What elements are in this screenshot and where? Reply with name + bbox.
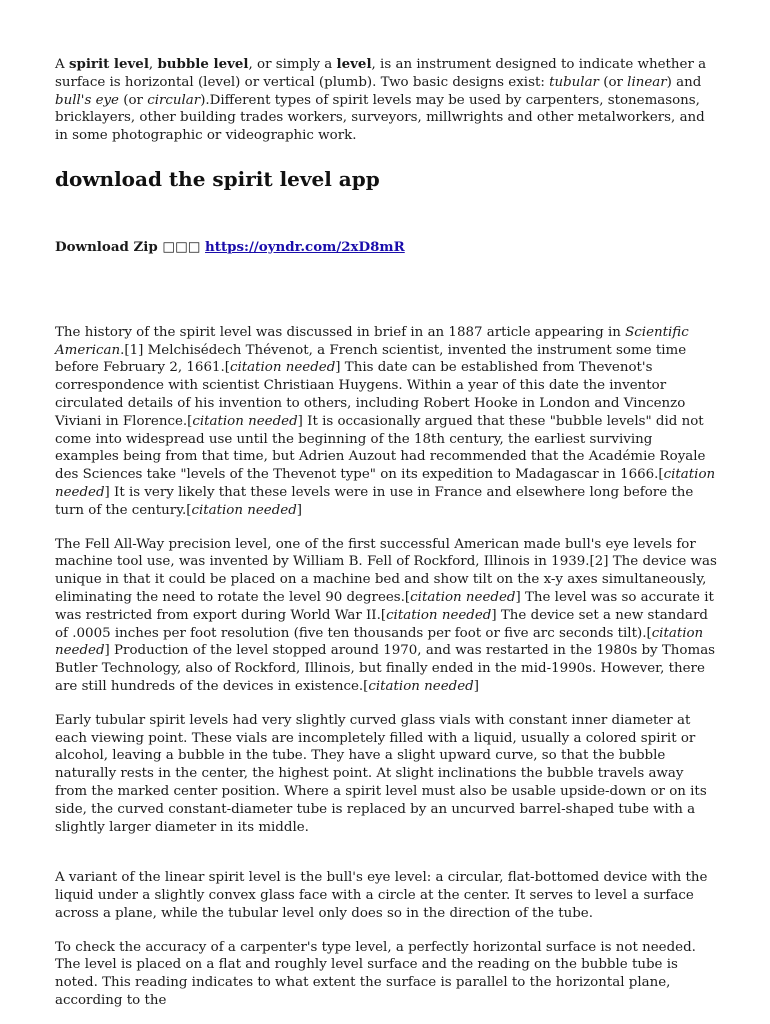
document-body [55, 56, 717, 1010]
accuracy-check-paragraph: To check the accuracy of a carpenter's type level, a perfectly horizontal surface is not needed. The level is placed on a flat and roughly level surface and the reading on the bubble tube is noted. This reading indicates to what extent the surface is parallel to the horizontal plane, according to the [55, 939, 696, 1009]
download-line [55, 239, 717, 257]
term-spirit-level: spirit level [68, 56, 149, 72]
history-paragraph: The history of the spirit level was discussed in brief in an 1887 article appearing in Scientific American.[1] Melchisédech Thévenot, a French scientist, invented the instrument some time before February 2, 1661.[citation needed] This date can be established from Thevenot's correspondence with scientist Christiaan Huygens. Within a year of this date the inventor circulated details of his invention to others, including Robert Hooke in London and Vincenzo Viviani in Florence.[citation needed] It is occasionally argued that these "bubble levels" did not come into widespread use until the beginning of the 18th century, the earliest surviving examples being from that time, but Adrien Auzout had recommended that the Académie Royale des Sciences take "levels of the Thevenot type" on its expedition to Madagascar in 1666.[citation needed] It is very likely that these levels were in use in France and elsewhere long before the turn of the century.[citation needed] [55, 324, 716, 518]
tubular-paragraph: Early tubular spirit levels had very slightly curved glass vials with constant inner diameter at each viewing point. These vials are incompletely filled with a liquid, usually a colored spirit or alcohol, leaving a bubble in the tube. They have a slight upward curve, so that the bubble naturally rests in the center, the highest point. At slight inclinations the bubble travels away from the marked center position. Where a spirit level must also be usable upside-down or on its side, the curved constant-diameter tube is replaced by an uncurved barrel-shaped tube with a slightly larger diameter in its middle. [55, 712, 707, 835]
download-link[interactable]: https://oyndr.com/2xD8mR [205, 238, 405, 255]
fell-paragraph: The Fell All-Way precision level, one of the first successful American made bull's eye levels for machine tool use, was invented by William B. Fell of Rockford, Illinois in 1939.[2] The device was unique in that it could be placed on a machine bed and show tilt on the x-y axes simultaneously, eliminating the need to rotate the level 90 degrees.[citation needed] The level was so accurate it was restricted from export during World War II.[citation needed] The device set a new standard of .0005 inches per foot resolution (five ten thousands per foot or five arc seconds tilt).[citation needed] Production of the level stopped around 1970, and was restarted in the 1980s by Thomas Butler Technology, also of Rockford, Illinois, but finally ended in the mid-1990s. However, there are still hundreds of the devices in existence.[citation needed] [55, 536, 717, 694]
page-heading: download the spirit level app [55, 166, 380, 191]
term-bubble-level: bubble level [157, 56, 249, 72]
intro-paragraph: A spirit level, bubble level, or simply a level, is an instrument designed to indicate whether a surface is horizontal (level) or vertical (plumb). Two basic designs exist: tubular (or linear) and bull's eye (or circular).Different types of spirit levels may be used by carpenters, stonemasons, bricklayers, other building trades workers, surveyors, millwrights and other metalworkers, and in some photographic or videographic work. [55, 56, 707, 144]
term-level: level [336, 56, 372, 72]
download-label: Download Zip □□□ [55, 238, 206, 255]
bulls-eye-paragraph: A variant of the linear spirit level is the bull's eye level: a circular, flat-bottomed device with the liquid under a slightly convex glass face with a circle at the center. It serves to level a surface across a plane, while the tubular level only does so in the direction of the tube. [55, 870, 708, 921]
